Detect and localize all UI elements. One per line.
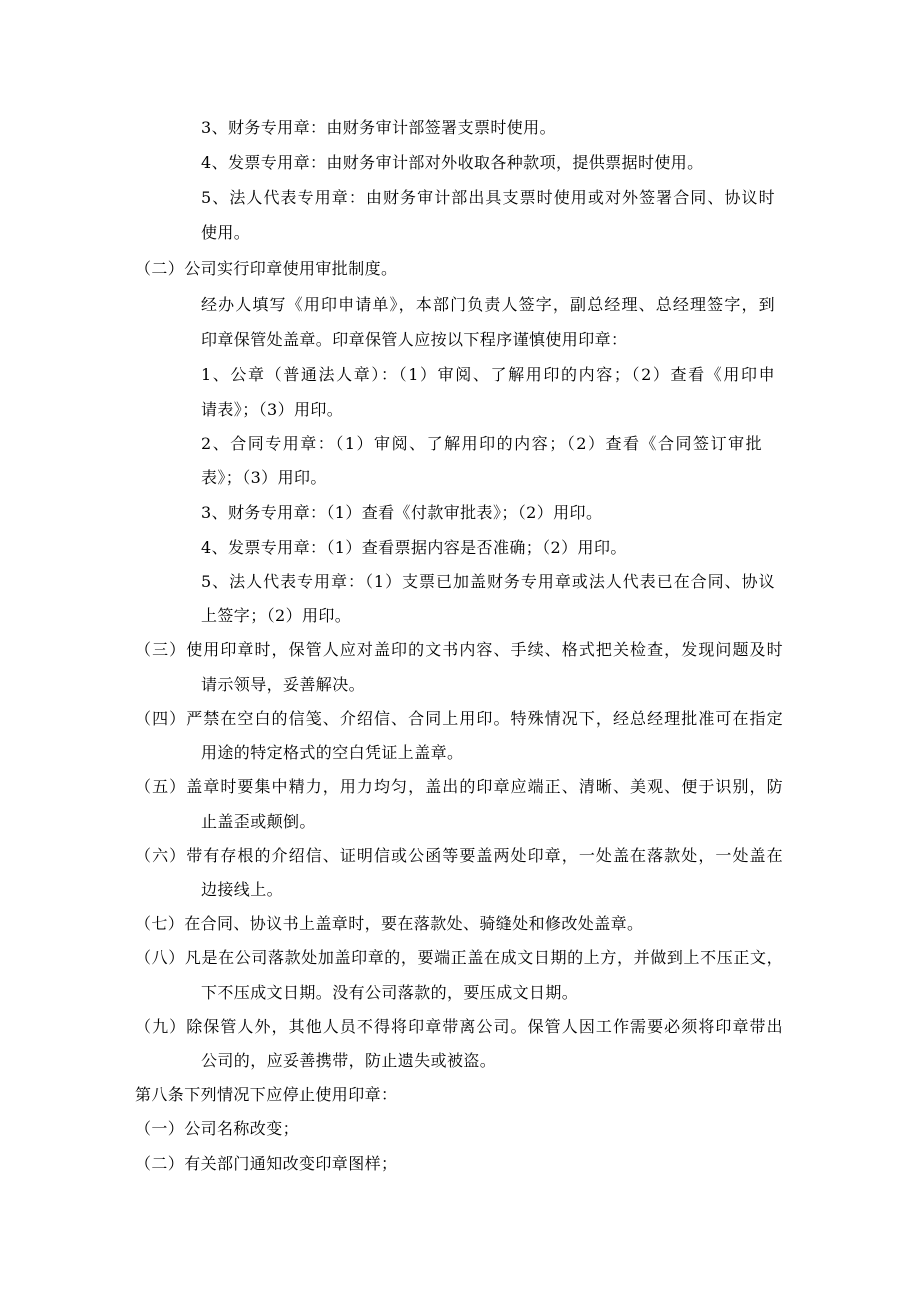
text-line: 5、法人代表专用章：由财务审计部出具支票时使用或对外签署合同、协议时 <box>201 188 775 207</box>
text-line: 经办人填写《用印申请单》，本部门负责人签字，副总经理、总经理签字，到 <box>201 295 775 314</box>
text-line: 印章保管处盖章。印章保管人应按以下程序谨慎使用印章： <box>201 330 628 349</box>
text-line: 止盖歪或颠倒。 <box>201 812 316 831</box>
text-line: 3、财务专用章：（1）查看《付款审批表》；（2）用印。 <box>201 503 603 522</box>
article-heading: 第八条下列情况下应停止使用印章： <box>135 1085 398 1104</box>
text-line: （五）盖章时要集中精力，用力均匀，盖出的印章应端正、清晰、美观、便于识别，防 <box>135 777 783 796</box>
text-line: （六）带有存根的介绍信、证明信或公函等要盖两处印章，一处盖在落款处，一处盖在 <box>135 846 783 865</box>
text-line: 使用。 <box>201 223 251 242</box>
text-line: （七）在合同、协议书上盖章时，要在落款处、骑缝处和修改处盖章。 <box>135 914 644 933</box>
text-line: 2、合同专用章：（1）审阅、了解用印的内容；（2）查看《合同签订审批 <box>201 434 762 453</box>
text-line: 上签字；（2）用印。 <box>201 606 352 625</box>
text-line: 用途的特定格式的空白凭证上盖章。 <box>201 743 464 762</box>
text-line: 4、发票专用章：（1）查看票据内容是否准确；（2）用印。 <box>201 538 627 557</box>
text-line: （一）公司名称改变； <box>135 1119 300 1138</box>
text-line: （九）除保管人外，其他人员不得将印章带离公司。保管人因工作需要必须将印章带出 <box>135 1017 783 1036</box>
text-line: （二）公司实行印章使用审批制度。 <box>135 259 398 278</box>
text-line: 表》；（3）用印。 <box>201 468 327 487</box>
text-line: 1、公章（普通法人章）：（1）审阅、了解用印的内容；（2）查看《用印申 <box>201 365 775 384</box>
text-line: 下不压成文日期。没有公司落款的，要压成文日期。 <box>201 983 579 1002</box>
text-line: （八）凡是在公司落款处加盖印章的，要端正盖在成文日期的上方，并做到上不压正文， <box>135 948 783 967</box>
text-line: 边接线上。 <box>201 880 284 899</box>
text-line: 公司的，应妥善携带，防止遗失或被盗。 <box>201 1051 497 1070</box>
text-line: （三）使用印章时，保管人应对盖印的文书内容、手续、格式把关检查，发现问题及时 <box>135 640 783 659</box>
text-line: 3、财务专用章：由财务审计部签署支票时使用。 <box>201 118 556 137</box>
text-line: 5、法人代表专用章：（1）支票已加盖财务专用章或法人代表已在合同、协议 <box>201 572 775 591</box>
text-line: 请示领导，妥善解决。 <box>201 675 366 694</box>
text-line: （二）有关部门通知改变印章图样； <box>135 1154 398 1173</box>
text-line: （四）严禁在空白的信笺、介绍信、合同上用印。特殊情况下，经总经理批准可在指定 <box>135 709 783 728</box>
text-line: 请表》；（3）用印。 <box>201 400 344 419</box>
text-line: 4、发票专用章：由财务审计部对外收取各种款项，提供票据时使用。 <box>201 153 704 172</box>
